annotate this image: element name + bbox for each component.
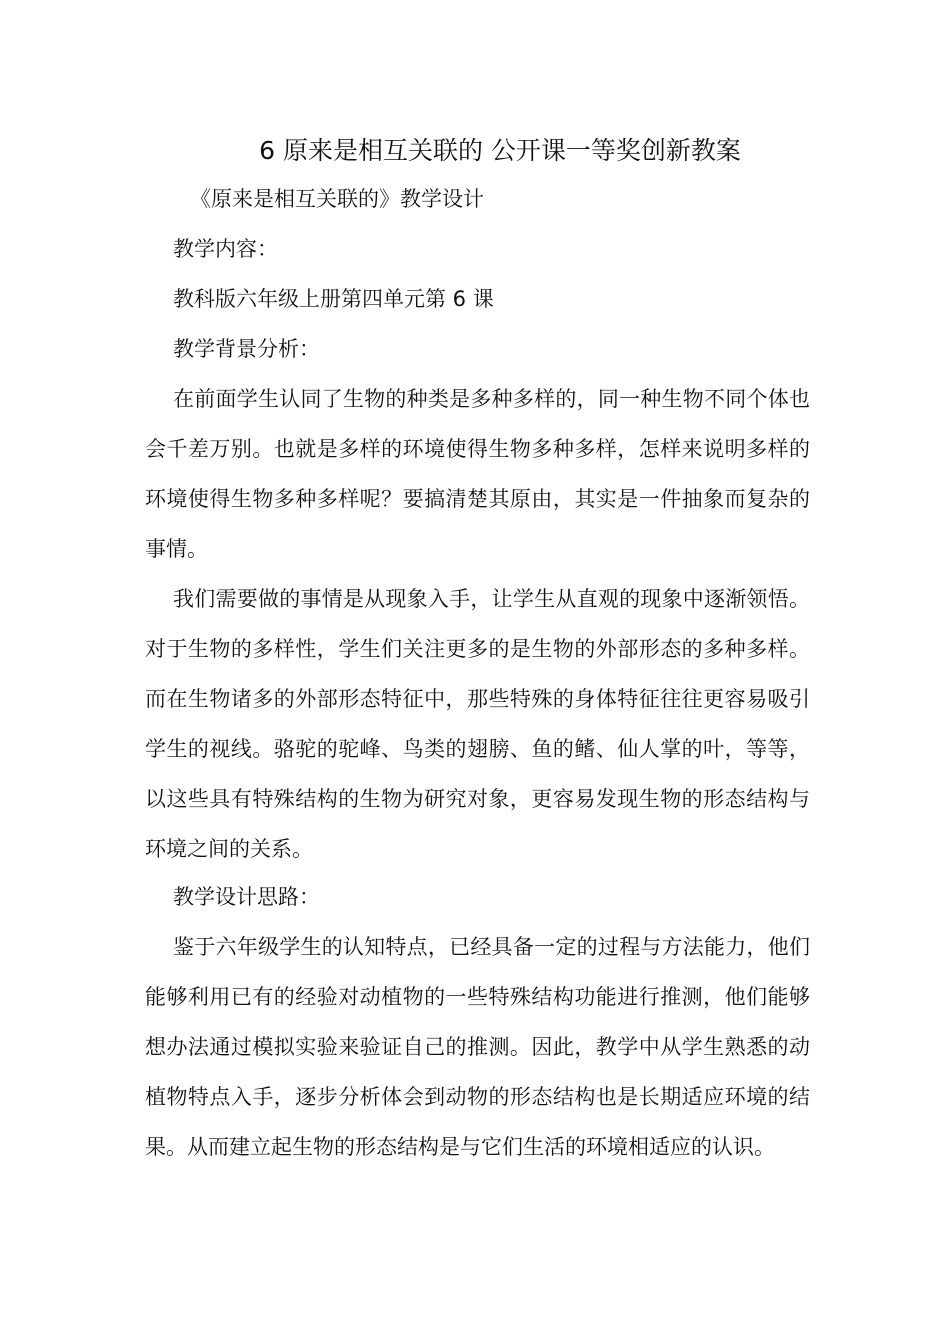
section-heading-background: 教学背景分析： — [173, 337, 320, 361]
design-paragraph: 鉴于六年级学生的认知特点，已经具备一定的过程与方法能力，他们能够利用已有的经验对动植物的一些特殊结构功能进行推测，他们能够想办法通过模拟实验来验证自己的推测。因此，教学中从学生熟悉的动植物特点入手，逐步分析体会到动物的形态结构也是长期适应环境的结果。从而建立起生物的形态结构是与它们生活的环境相适应的认识。 — [145, 935, 810, 1159]
background-paragraph-2: 我们需要做的事情是从现象入手，让学生从直观的现象中逐渐领悟。对于生物的多样性，学生们关注更多的是生物的外部形态的多种多样。而在生物诸多的外部形态特征中，那些特殊的身体特征往往更容易吸引学生的视线。骆驼的驼峰、鸟类的翅膀、鱼的鳍、仙人掌的叶，等等，以这些具有特殊结构的生物为研究对象，更容易发现生物的形态结构与环境之间的关系。 — [145, 587, 810, 861]
document-subtitle: 《原来是相互关联的》教学设计 — [190, 187, 484, 211]
section-heading-design: 教学设计思路： — [173, 885, 320, 909]
section-heading-content: 教学内容： — [173, 237, 278, 261]
content-paragraph: 教科版六年级上册第四单元第 6 课 — [173, 287, 494, 311]
document-title: 6 原来是相互关联的 公开课一等奖创新教案 — [259, 136, 741, 165]
background-paragraph-1: 在前面学生认同了生物的种类是多种多样的，同一种生物不同个体也会千差万别。也就是多样的环境使得生物多种多样，怎样来说明多样的环境使得生物多种多样呢？要搞清楚其原由，其实是一件抽象而复杂的事情。 — [145, 387, 810, 561]
